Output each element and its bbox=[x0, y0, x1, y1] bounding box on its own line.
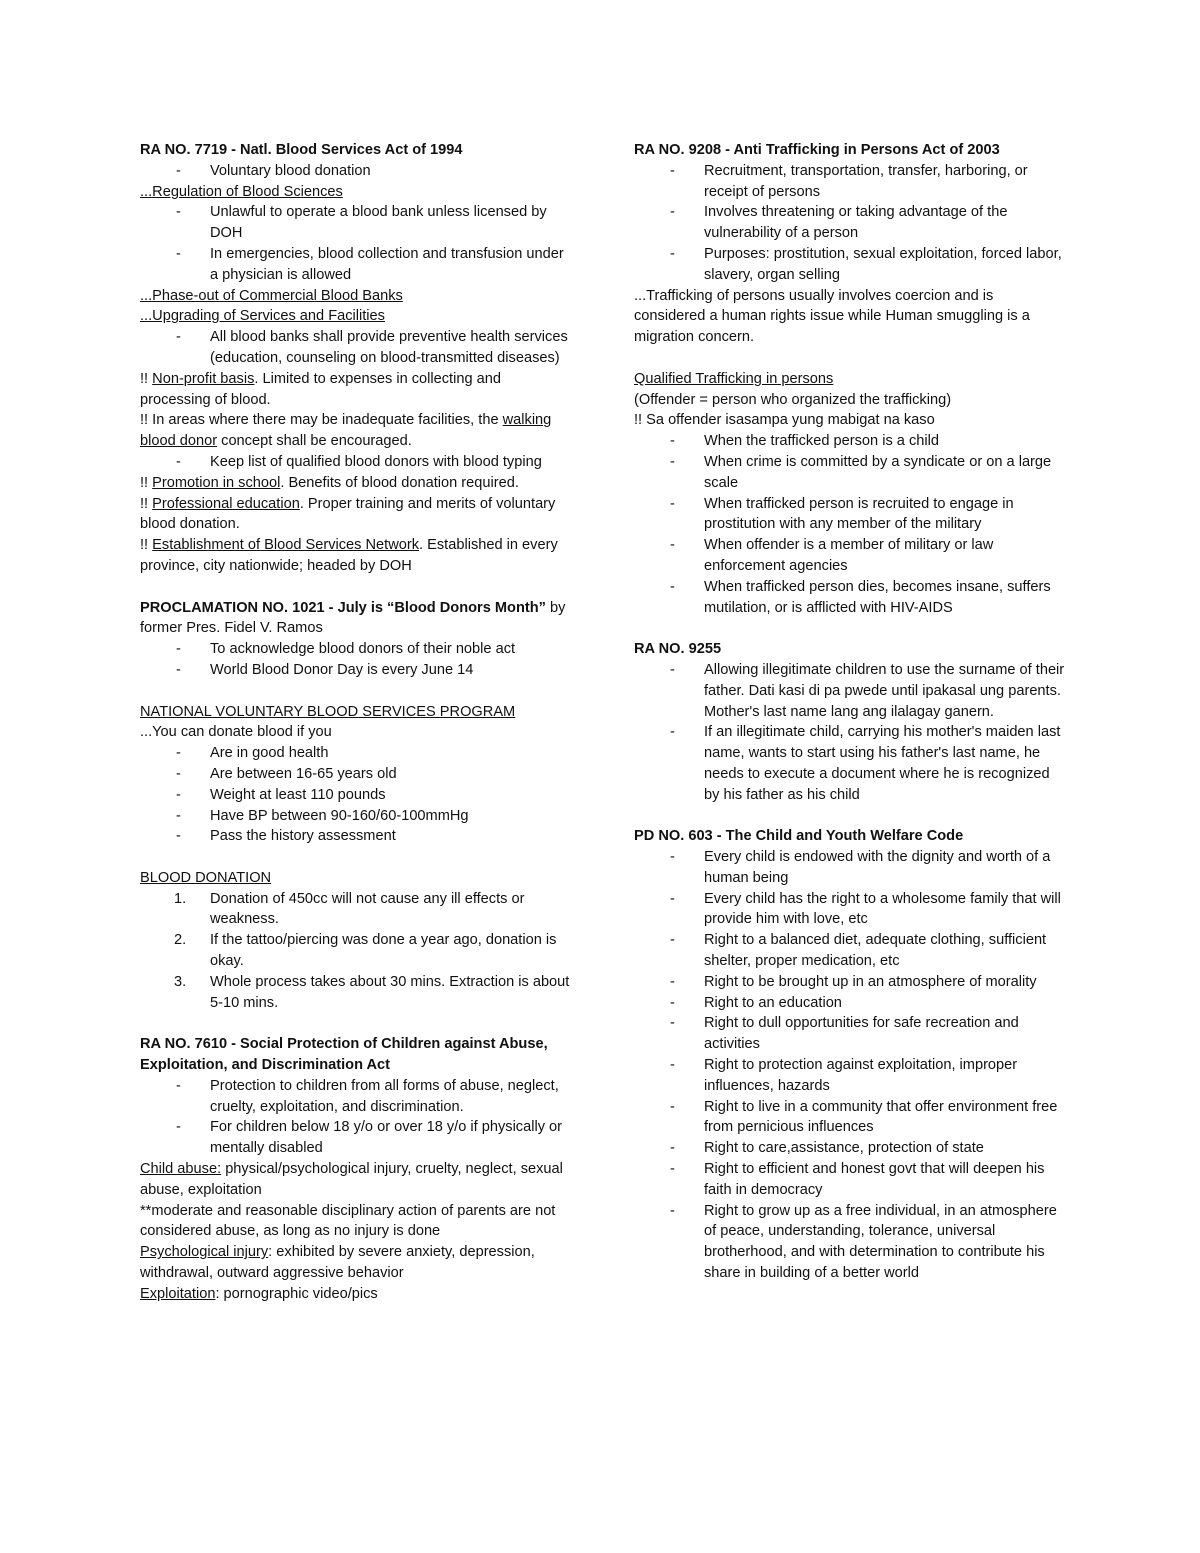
section-heading: RA NO. 9208 - Anti Trafficking in Persons Act of 2003 bbox=[634, 142, 1000, 158]
numbered-item: 1. Donation of 450cc will not cause any ill effects or weakness. bbox=[174, 890, 525, 928]
underlined-term: Exploitation bbox=[140, 1285, 216, 1302]
list-item: - Involves threatening or taking advantage of the vulnerability of a person bbox=[634, 202, 1066, 244]
list-item: - Are between 16-65 years old bbox=[140, 764, 570, 785]
list-item: - Allowing illegitimate children to use the surname of their father. Dati kasi di pa pwede until ipakasal ung parents. Mother's last name lang ang ilalagay ganern. bbox=[634, 660, 1066, 722]
subsection-label: ...Regulation of Blood Sciences bbox=[140, 183, 343, 200]
list-item: - For children below 18 y/o or over 18 y/o if physically or mentally disabled bbox=[140, 1117, 570, 1159]
right-column bbox=[634, 140, 1066, 1284]
list-item: - Right to grow up as a free individual, in an atmosphere of peace, understanding, tolerance, universal brotherhood, and with determination to contribute his share in building of a better world bbox=[634, 1201, 1066, 1284]
list-item: - Right to efficient and honest govt that will deepen his faith in democracy bbox=[634, 1159, 1066, 1201]
list-item: - Recruitment, transportation, transfer, harboring, or receipt of persons bbox=[634, 161, 1066, 203]
list-item: - Right to protection against exploitation, improper influences, hazards bbox=[634, 1055, 1066, 1097]
definition-paragraph: Psychological injury: exhibited by severe anxiety, depression, withdrawal, outward aggressive behavior bbox=[140, 1244, 535, 1282]
section-heading: PD NO. 603 - The Child and Youth Welfare Code bbox=[634, 828, 964, 845]
note-paragraph: !! Establishment of Blood Services Network. Established in every province, city nationwide; headed by DOH bbox=[140, 537, 558, 574]
list-item: - Unlawful to operate a blood bank unless licensed by DOH bbox=[140, 202, 570, 244]
list-item: - Purposes: prostitution, sexual exploitation, forced labor, slavery, organ selling bbox=[634, 244, 1066, 286]
list-item: - Protection to children from all forms of abuse, neglect, cruelty, exploitation, and discrimination. bbox=[140, 1076, 570, 1118]
section-heading: NATIONAL VOLUNTARY BLOOD SERVICES PROGRAM bbox=[140, 703, 516, 720]
list-item: - To acknowledge blood donors of their noble act bbox=[140, 639, 570, 660]
underlined-term: Psychological injury bbox=[140, 1244, 269, 1261]
subsection-label: ...Phase-out of Commercial Blood Banks bbox=[140, 287, 403, 304]
list-item: - Weight at least 110 pounds bbox=[140, 785, 570, 806]
left-column bbox=[140, 140, 570, 1305]
definition-paragraph: Child abuse: physical/psychological injury, cruelty, neglect, sexual abuse, exploitation bbox=[140, 1161, 563, 1198]
list-item: - When crime is committed by a syndicate or on a large scale bbox=[634, 452, 1066, 494]
list-item: - Keep list of qualified blood donors with blood typing bbox=[140, 452, 570, 473]
list-item: - Right to care,assistance, protection of state bbox=[634, 1138, 1066, 1159]
list-item: - Have BP between 90-160/60-100mmHg bbox=[140, 806, 570, 827]
underlined-term: Establishment of Blood Services Network bbox=[152, 537, 420, 554]
underlined-term: Promotion in school bbox=[152, 474, 281, 491]
list-item: - Pass the history assessment bbox=[140, 826, 570, 847]
numbered-item: 2. If the tattoo/piercing was done a year ago, donation is okay. bbox=[174, 932, 557, 970]
numbered-item: 3. Whole process takes about 30 mins. Extraction is about 5-10 mins. bbox=[174, 973, 570, 1011]
list-item: - Right to be brought up in an atmosphere of morality bbox=[634, 972, 1066, 993]
section-heading: PROCLAMATION NO. 1021 - July is “Blood Donors Month” by former Pres. Fidel V. Ramos bbox=[140, 599, 566, 637]
section-heading: BLOOD DONATION bbox=[140, 869, 272, 886]
list-item: - In emergencies, blood collection and transfusion under a physician is allowed bbox=[140, 244, 570, 286]
underlined-term: Child abuse: bbox=[140, 1161, 222, 1178]
list-item: - Every child has the right to a wholesome family that will provide him with love, etc bbox=[634, 889, 1066, 931]
list-item: - When trafficked person dies, becomes insane, suffers mutilation, or is afflicted with HIV-AIDS bbox=[634, 577, 1066, 619]
list-item: - All blood banks shall provide preventive health services (education, counseling on blood-transmitted diseases) bbox=[140, 327, 570, 369]
list-item: - Right to an education bbox=[634, 993, 1066, 1014]
list-item: - Right to dull opportunities for safe recreation and activities bbox=[634, 1013, 1066, 1055]
note-paragraph: !! In areas where there may be inadequate facilities, the walking blood donor concept shall be encouraged. bbox=[140, 412, 552, 450]
subsection-label: Qualified Trafficking in persons bbox=[634, 370, 834, 387]
note-paragraph: !! Promotion in school. Benefits of blood donation required. bbox=[140, 474, 519, 491]
section-heading: RA NO. 7610 - Social Protection of Children against Abuse, Exploitation, and Discrimination Act bbox=[140, 1036, 548, 1074]
note-paragraph: **moderate and reasonable disciplinary action of parents are not considered abuse, as long as no injury is done bbox=[140, 1202, 556, 1240]
definition-paragraph: Exploitation: pornographic video/pics bbox=[140, 1285, 378, 1302]
intro-text: (Offender = person who organized the trafficking) bbox=[634, 391, 952, 408]
section-heading: RA NO. 7719 - Natl. Blood Services Act of 1994 bbox=[140, 142, 463, 158]
list-item: - If an illegitimate child, carrying his mother's maiden last name, wants to start using his father's last name, he needs to execute a document where he is recognized by his father as his child bbox=[634, 722, 1066, 805]
note-paragraph: !! Non-profit basis. Limited to expenses in collecting and processing of blood. bbox=[140, 370, 501, 408]
intro-text: !! Sa offender isasampa yung mabigat na kaso bbox=[634, 412, 935, 429]
list-item: - World Blood Donor Day is every June 14 bbox=[140, 660, 570, 681]
list-item: - Are in good health bbox=[140, 743, 570, 764]
list-item: - When trafficked person is recruited to engage in prostitution with any member of the military bbox=[634, 494, 1066, 536]
list-item: - When the trafficked person is a child bbox=[634, 431, 1066, 452]
list-item: - Right to live in a community that offer environment free from pernicious influences bbox=[634, 1097, 1066, 1139]
section-heading: RA NO. 9255 bbox=[634, 641, 722, 658]
subsection-label: ...Upgrading of Services and Facilities bbox=[140, 308, 385, 325]
intro-text: ...You can donate blood if you bbox=[140, 724, 332, 741]
list-item: - Every child is endowed with the dignity and worth of a human being bbox=[634, 847, 1066, 889]
note-paragraph: ...Trafficking of persons usually involves coercion and is considered a human rights issue while Human smuggling is a migration concern. bbox=[634, 287, 1030, 346]
list-item: - Voluntary blood donation bbox=[140, 161, 570, 182]
list-item: - Right to a balanced diet, adequate clothing, sufficient shelter, proper medication, etc bbox=[634, 930, 1066, 972]
list-item: - When offender is a member of military or law enforcement agencies bbox=[634, 535, 1066, 577]
underlined-term: Non-profit basis bbox=[152, 370, 255, 387]
underlined-term: walking blood donor bbox=[140, 412, 552, 450]
note-paragraph: !! Professional education. Proper training and merits of voluntary blood donation. bbox=[140, 495, 556, 533]
underlined-term: Professional education bbox=[152, 495, 300, 512]
